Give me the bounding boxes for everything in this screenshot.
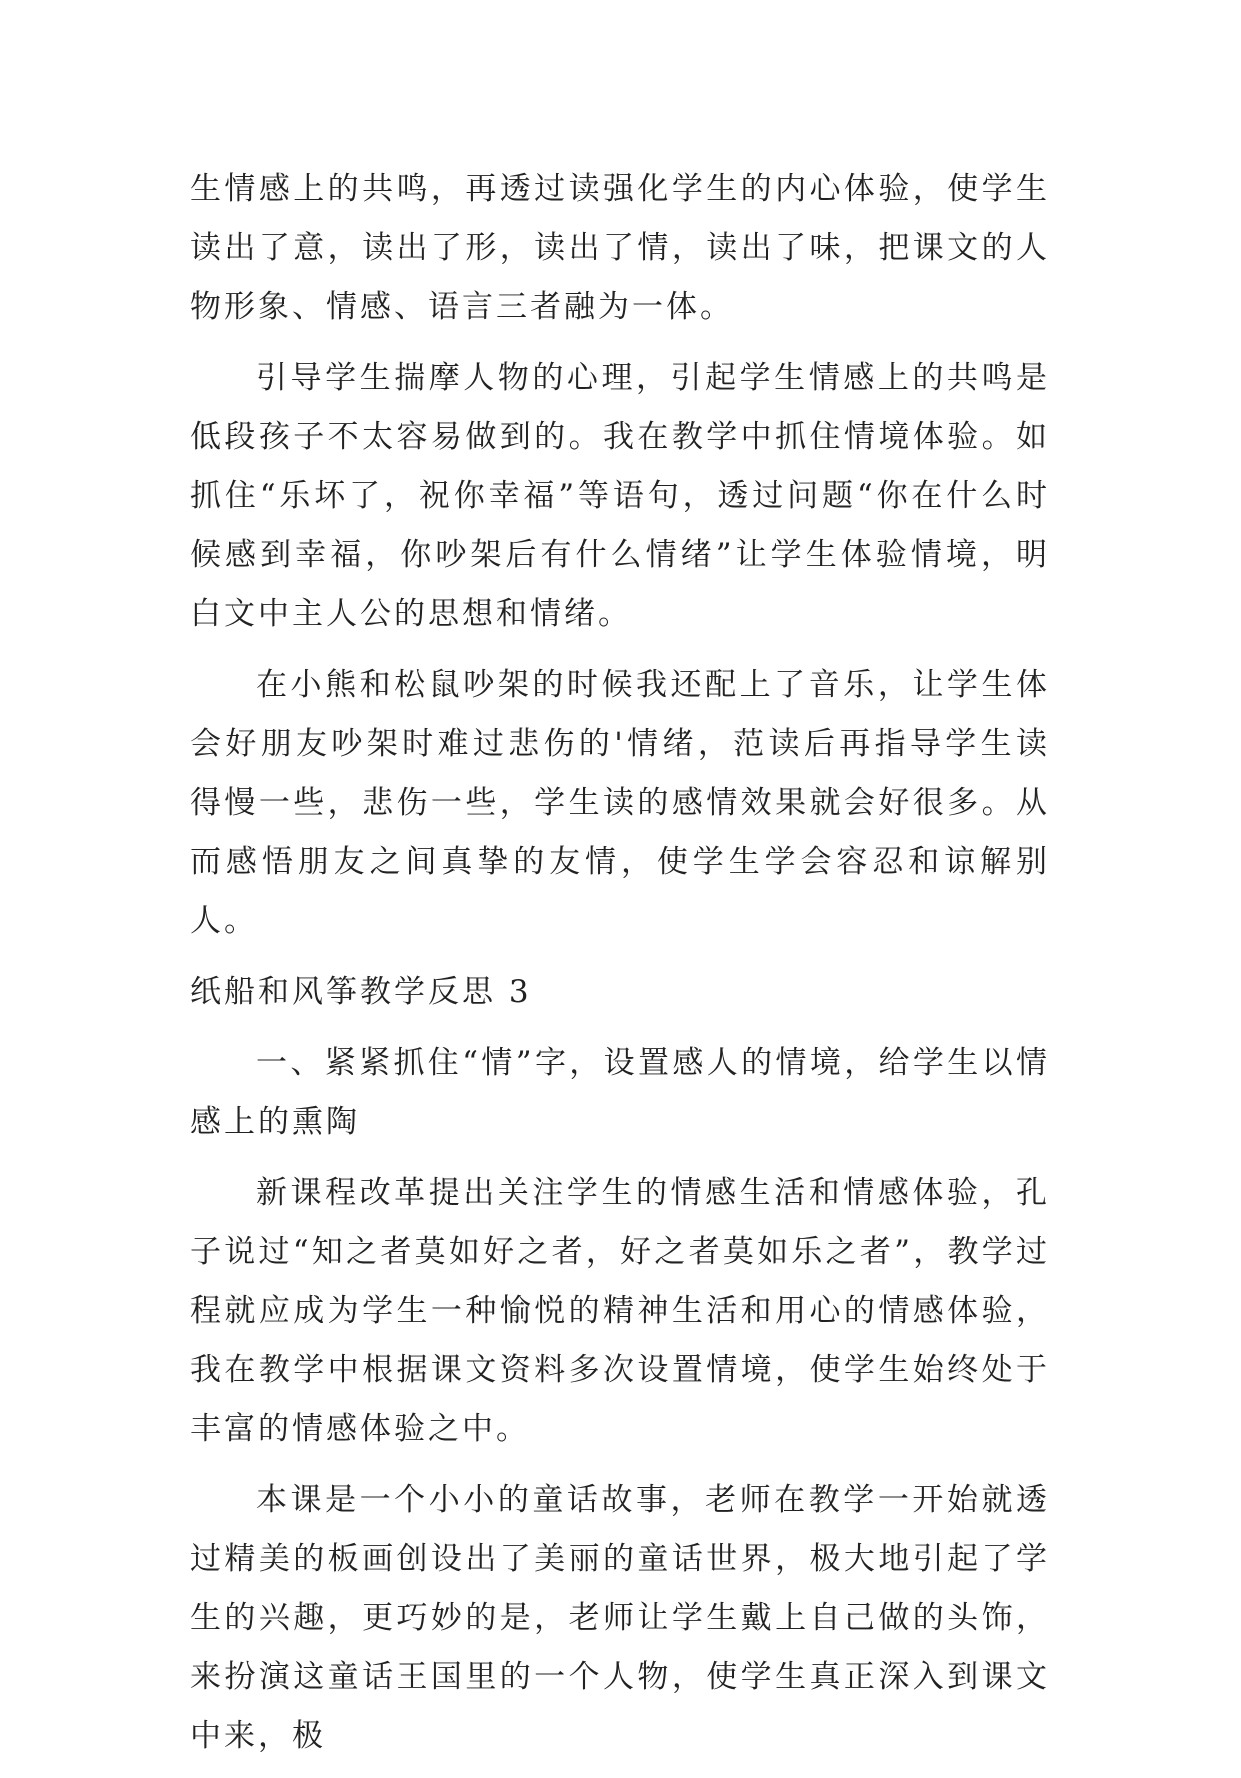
paragraph: 在小熊和松鼠吵架的时候我还配上了音乐，让学生体会好朋友吵架时难过悲伤的'情绪，范读后再指导学生读得慢一些，悲伤一些，学生读的感情效果就会好很多。从而感悟朋友之间真挚的友情，使学生学会容忍和谅解别人。 — [190, 667, 1050, 939]
document-body — [190, 160, 1050, 1778]
paragraph: 引导学生揣摩人物的心理，引起学生情感上的共鸣是低段孩子不太容易做到的。我在教学中抓住情境体验。如抓住“乐坏了，祝你幸福”等语句，透过问题“你在什么时候感到幸福，你吵架后有什么情绪”让学生体验情境，明白文中主人公的思想和情绪。 — [190, 360, 1050, 632]
paragraph: 新课程改革提出关注学生的情感生活和情感体验，孔子说过“知之者莫如好之者，好之者莫如乐之者”，教学过程就应成为学生一种愉悦的精神生活和用心的情感体验，我在教学中根据课文资料多次设置情境，使学生始终处于丰富的情感体验之中。 — [190, 1175, 1050, 1447]
paragraph: 一、紧紧抓住“情”字，设置感人的情境，给学生以情感上的熏陶 — [190, 1045, 1050, 1140]
paragraph: 本课是一个小小的童话故事，老师在教学一开始就透过精美的板画创设出了美丽的童话世界，极大地引起了学生的兴趣，更巧妙的是，老师让学生戴上自己做的头饰，来扮演这童话王国里的一个人物，使学生真正深入到课文中来，极 — [190, 1482, 1050, 1754]
paragraph: 生情感上的共鸣，再透过读强化学生的内心体验，使学生读出了意，读出了形，读出了情，读出了味，把课文的人物形象、情感、语言三者融为一体。 — [190, 171, 1050, 325]
section-heading: 纸船和风筝教学反思 3 — [190, 974, 532, 1010]
